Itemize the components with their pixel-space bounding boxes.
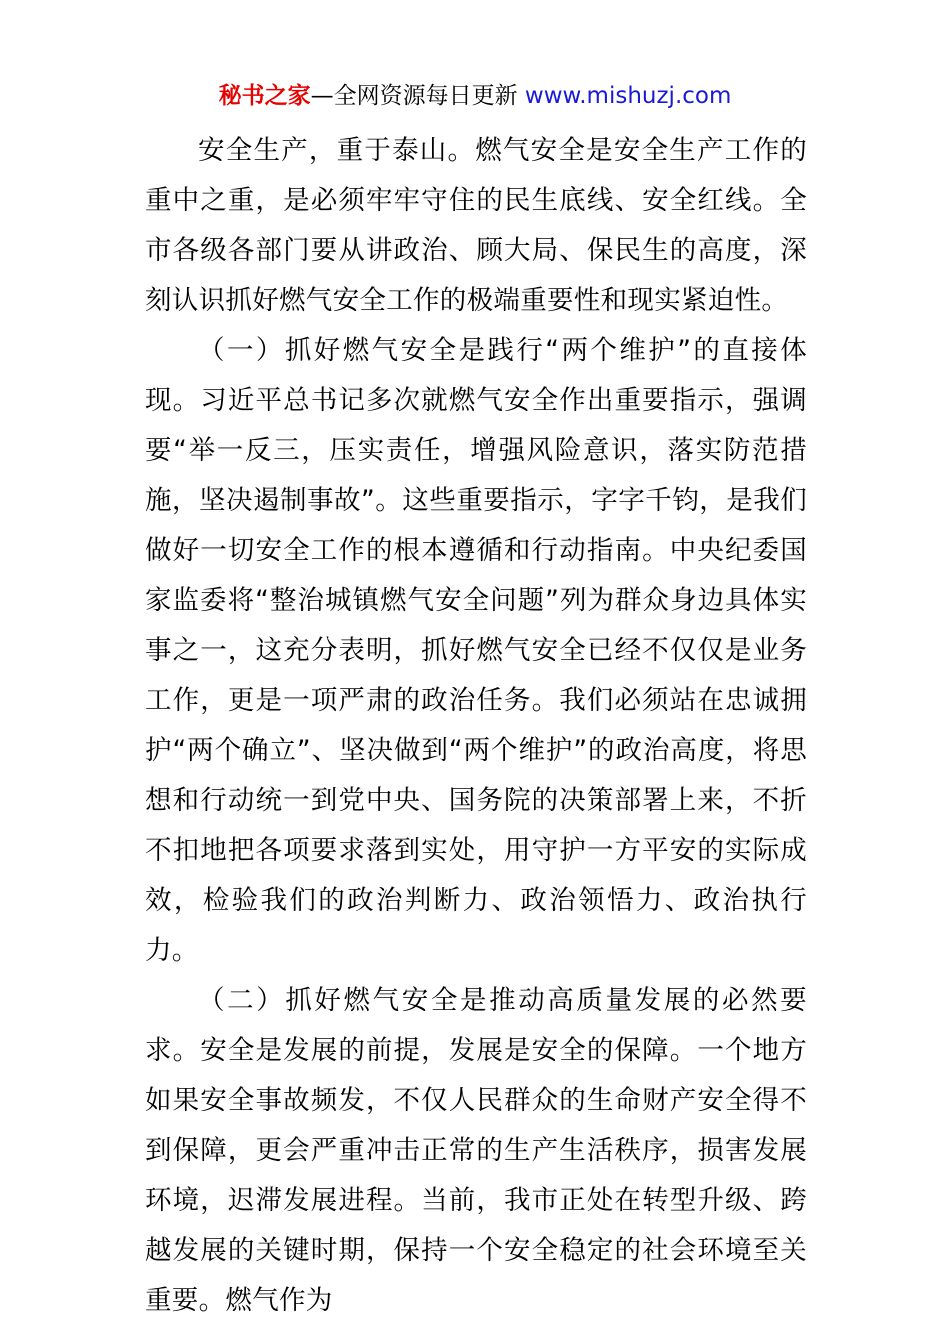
site-tagline: —全网资源每日更新: [310, 83, 518, 109]
document-body: [145, 126, 807, 1326]
site-brand: 秘书之家: [218, 83, 311, 109]
paragraph-section-2: （二）抓好燃气安全是推动高质量发展的必然要求。安全是发展的前提，发展是安全的保障。一个地方如果安全事故频发，不仅人民群众的生命财产安全得不到保障，更会严重冲击正常的生产生活秩序，损害发展环境，迟滞发展进程。当前，我市正处在转型升级、跨越发展的关键时期，保持一个安全稳定的社会环境至关重要。燃气作为: [145, 985, 807, 1316]
paragraph-intro: 安全生产，重于泰山。燃气安全是安全生产工作的重中之重，是必须牢牢守住的民生底线、安全红线。全市各级各部门要从讲政治、顾大局、保民生的高度，深刻认识抓好燃气安全工作的极端重要性和现实紧迫性。: [145, 135, 807, 316]
site-url-link[interactable]: www.mishuzj.com: [524, 83, 732, 109]
paragraph-section-1: （一）抓好燃气安全是践行“两个维护”的直接体现。习近平总书记多次就燃气安全作出重要指示，强调要“举一反三，压实责任，增强风险意识，落实防范措施，坚决遏制事故”。这些重要指示，字字千钧，是我们做好一切安全工作的根本遵循和行动指南。中央纪委国家监委将“整治城镇燃气安全问题”列为群众身边具体实事之一，这充分表明，抓好燃气安全已经不仅仅是业务工作，更是一项严肃的政治任务。我们必须站在忠诚拥护“两个确立”、坚决做到“两个维护”的政治高度，将思想和行动统一到党中央、国务院的决策部署上来，不折不扣地把各项要求落到实处，用守护一方平安的实际成效，检验我们的政治判断力、政治领悟力、政治执行力。: [145, 335, 807, 966]
site-header: [0, 80, 950, 112]
